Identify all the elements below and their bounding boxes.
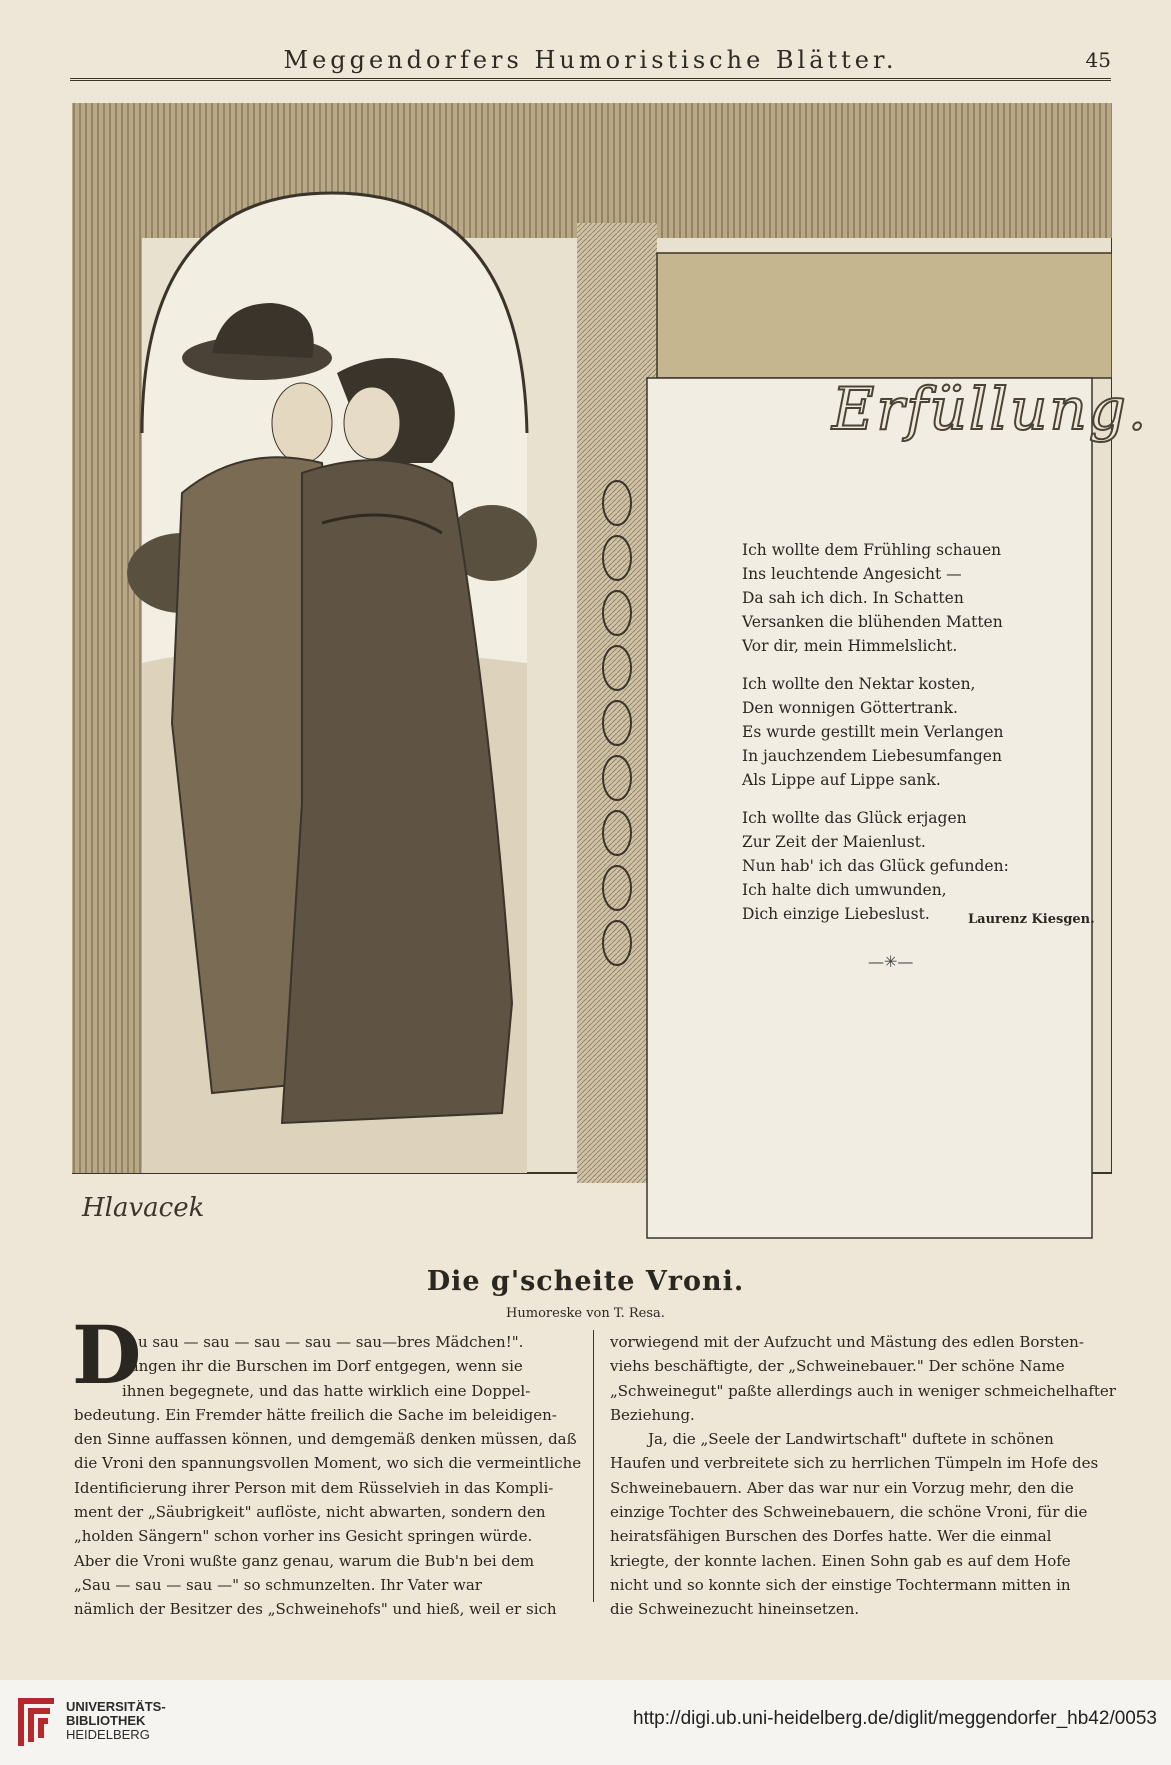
permalink-url[interactable]: http://digi.ub.uni-heidelberg.de/diglit/meggendorfer_hb42/0053 bbox=[633, 1708, 1157, 1729]
left-pillar bbox=[72, 103, 142, 1173]
artist-signature: Hlavacek bbox=[82, 1193, 205, 1223]
text-line: nämlich der Besitzer des „Schweinehofs" und hieß, weil er sich bbox=[74, 1600, 557, 1619]
text-line: ihnen begegnete, und das hatte wirklich eine Doppel- bbox=[122, 1381, 531, 1400]
page-number: 45 bbox=[1085, 48, 1111, 72]
ornament: —✳— bbox=[868, 952, 914, 971]
library-name[interactable] bbox=[66, 1700, 166, 1742]
library-logo-icon[interactable] bbox=[14, 1694, 58, 1750]
poem-line: Den wonnigen Göttertrank. bbox=[742, 699, 958, 717]
poem-line: Da sah ich dich. In Schatten bbox=[742, 589, 964, 607]
text-line: sangen ihr die Burschen im Dorf entgegen, wenn sie bbox=[122, 1357, 523, 1376]
poem-text bbox=[742, 538, 1082, 940]
library-name-line: BIBLIOTHEK bbox=[66, 1713, 146, 1728]
poem-line: Ins leuchtende Angesicht — bbox=[742, 565, 962, 583]
text-line: Aber die Vroni wußte ganz genau, warum die Bub'n bei dem bbox=[74, 1551, 535, 1570]
text-line: kriegte, der konnte lachen. Einen Sohn gab es auf dem Hofe bbox=[610, 1551, 1071, 1570]
column-divider bbox=[593, 1330, 594, 1602]
text-line: einzige Tochter des Schweinebauern, die schöne Vroni, für die bbox=[610, 1503, 1088, 1522]
text-line: nicht und so konnte sich der einstige Tochtermann mitten in bbox=[610, 1575, 1071, 1594]
text-line: „Sau — sau — sau —" so schmunzelten. Ihr Vater war bbox=[74, 1575, 482, 1594]
library-name-line: HEIDELBERG bbox=[66, 1727, 150, 1742]
text-line: u sau — sau — sau — sau — sau—bres Mädchen!". bbox=[138, 1333, 524, 1351]
text-line: vorwiegend mit der Aufzucht und Mästung des edlen Borsten- bbox=[610, 1333, 1084, 1351]
poem-author: Laurenz Kiesgen. bbox=[968, 912, 1095, 927]
poem-line: Ich wollte den Nektar kosten, bbox=[742, 675, 976, 693]
poem-line: Nun hab' ich das Glück gefunden: bbox=[742, 857, 1009, 875]
poem-line: Zur Zeit der Maienlust. bbox=[742, 833, 926, 851]
drop-cap: D bbox=[72, 1308, 142, 1402]
right-pillar bbox=[577, 223, 657, 1183]
article-byline: Humoreske von T. Resa. bbox=[506, 1306, 665, 1321]
stanza bbox=[742, 538, 1082, 658]
poem-title: Erfüllung. bbox=[832, 375, 1149, 443]
article-column-left bbox=[74, 1330, 582, 1622]
title-banner bbox=[657, 253, 1112, 378]
poem-line: In jauchzendem Liebesumfangen bbox=[742, 747, 1002, 765]
text-line: die Schweinezucht hineinsetzen. bbox=[610, 1600, 860, 1619]
poem-line: Es wurde gestillt mein Verlangen bbox=[742, 723, 1004, 741]
text-line: Schweinebauern. Aber das war nur ein Vorzug mehr, den die bbox=[610, 1478, 1074, 1497]
text-line: „holden Sängern" schon vorher ins Gesicht springen würde. bbox=[74, 1527, 533, 1546]
text-line: Identificierung ihrer Person mit dem Rüsselvieh in das Kompli- bbox=[74, 1478, 554, 1497]
text-line: den Sinne auffassen können, und demgemäß denken müssen, daß bbox=[74, 1430, 577, 1449]
poem-line: Versanken die blühenden Matten bbox=[742, 613, 1003, 631]
running-head bbox=[70, 38, 1111, 81]
stanza bbox=[742, 806, 1082, 926]
poem-line: Als Lippe auf Lippe sank. bbox=[742, 771, 941, 789]
poem-line: Vor dir, mein Himmelslicht. bbox=[742, 637, 958, 655]
text-line: bedeutung. Ein Fremder hätte freilich die Sache im beleidigen- bbox=[74, 1405, 557, 1424]
article-column-right bbox=[610, 1330, 1116, 1622]
text-line: Ja, die „Seele der Landwirtschaft" duftete in schönen bbox=[648, 1430, 1054, 1449]
article-title: Die g'scheite Vroni. bbox=[426, 1266, 745, 1297]
text-line: ment der „Säubrigkeit" auflöste, nicht abwarten, sondern den bbox=[74, 1503, 546, 1522]
journal-title: Meggendorfers Humoristische Blätter. bbox=[283, 46, 898, 74]
text-line: Beziehung. bbox=[610, 1405, 695, 1424]
poem-line: Ich halte dich umwunden, bbox=[742, 881, 947, 899]
text-line: die Vroni den spannungsvollen Moment, wo sich die vermeintliche bbox=[74, 1454, 582, 1473]
poem-line: Ich wollte das Glück erjagen bbox=[742, 809, 967, 827]
stanza bbox=[742, 672, 1082, 792]
text-line: viehs beschäftigte, der „Schweinebauer." Der schöne Name bbox=[610, 1357, 1065, 1376]
viewer-footer bbox=[0, 1680, 1171, 1765]
poem-line: Ich wollte dem Frühling schauen bbox=[742, 541, 1002, 559]
library-name-line: UNIVERSITÄTS- bbox=[66, 1699, 166, 1714]
text-line: Haufen und verbreitete sich zu herrlichen Tümpeln im Hofe des bbox=[610, 1454, 1099, 1473]
text-line: heiratsfähigen Burschen des Dorfes hatte. Wer die einmal bbox=[610, 1527, 1052, 1546]
poem-line: Dich einzige Liebeslust. bbox=[742, 905, 930, 923]
text-line: „Schweinegut" paßte allerdings auch in weniger schmeichelhafter bbox=[610, 1381, 1116, 1400]
